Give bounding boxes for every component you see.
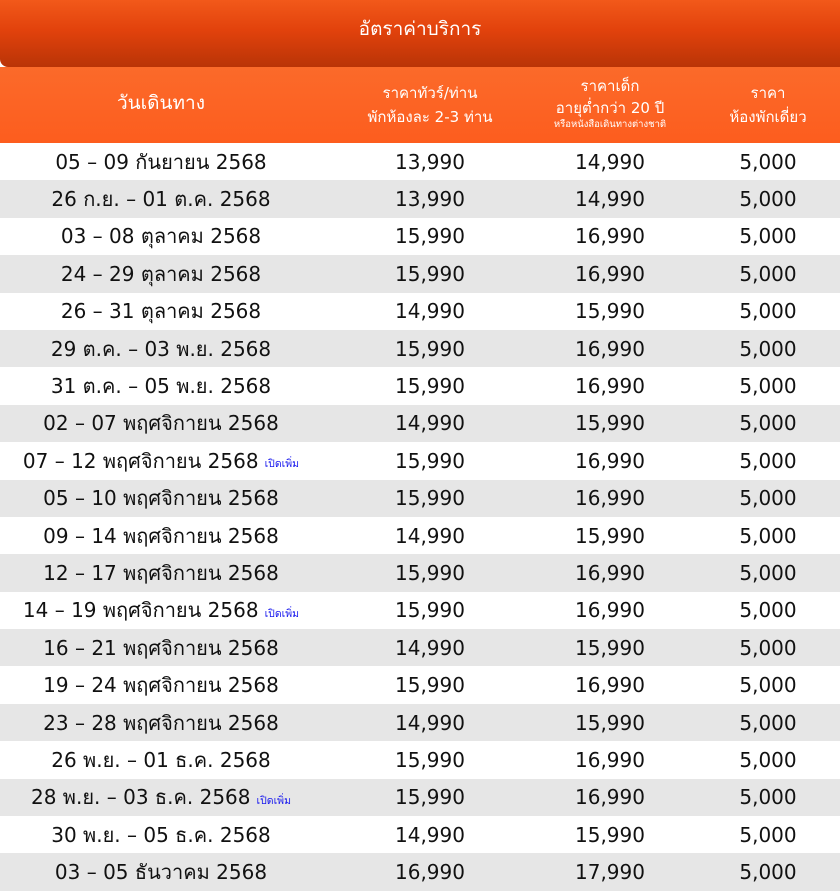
table-row — [0, 180, 840, 217]
adult-price-cell: 14,990 — [395, 299, 465, 324]
travel-date: 12 – 17 พฤศจิกายน 2568 — [43, 560, 279, 585]
table-row — [0, 666, 840, 703]
adult-price-cell: 14,990 — [395, 411, 465, 436]
child-price-cell: 15,990 — [575, 523, 645, 548]
travel-date-cell — [0, 779, 322, 816]
travel-date: 03 – 08 ตุลาคม 2568 — [60, 224, 262, 249]
table-row — [0, 853, 840, 890]
travel-date: 31 ต.ค. – 05 พ.ย. 2568 — [50, 374, 272, 399]
adult-price-cell: 15,990 — [395, 261, 465, 286]
single-room-price-cell: 5,000 — [739, 336, 797, 361]
travel-date: 24 – 29 ตุลาคม 2568 — [60, 261, 262, 286]
header-child-line2: อายุต่ำกว่า 20 ปี — [555, 99, 665, 117]
single-room-price-cell: 5,000 — [739, 635, 797, 660]
table-row — [0, 816, 840, 853]
adult-price-cell: 13,990 — [395, 187, 465, 212]
travel-date: 16 – 21 พฤศจิกายน 2568 — [43, 635, 279, 660]
table-row — [0, 779, 840, 816]
adult-price-cell: 15,990 — [395, 336, 465, 361]
travel-date: 23 – 28 พฤศจิกายน 2568 — [43, 710, 279, 735]
adult-price-cell: 13,990 — [395, 149, 465, 174]
single-room-price-cell: 5,000 — [739, 448, 797, 473]
adult-price-cell: 14,990 — [395, 523, 465, 548]
child-price-cell: 17,990 — [575, 860, 645, 885]
travel-date-cell — [0, 741, 322, 778]
header-travel-date — [0, 67, 322, 143]
adult-price-cell: 14,990 — [395, 635, 465, 660]
child-price-cell: 15,990 — [575, 299, 645, 324]
travel-date-cell — [0, 480, 322, 517]
single-room-price-cell: 5,000 — [739, 187, 797, 212]
travel-date-cell — [0, 666, 322, 703]
child-price-cell: 15,990 — [575, 710, 645, 735]
adult-price-cell: 15,990 — [395, 673, 465, 698]
child-price-cell: 16,990 — [575, 448, 645, 473]
travel-date-cell — [0, 367, 322, 404]
child-price-cell: 16,990 — [575, 224, 645, 249]
child-price-cell: 15,990 — [575, 822, 645, 847]
travel-date-cell — [0, 180, 322, 217]
header-single-line1: ราคา — [750, 84, 786, 102]
child-price-cell: 16,990 — [575, 785, 645, 810]
child-price-cell: 14,990 — [575, 149, 645, 174]
adult-price-cell: 15,990 — [395, 560, 465, 585]
child-price-cell: 16,990 — [575, 374, 645, 399]
pricing-title-bar — [0, 0, 840, 67]
travel-date: 19 – 24 พฤศจิกายน 2568 — [43, 673, 279, 698]
travel-date-cell — [0, 143, 322, 180]
table-row — [0, 629, 840, 666]
child-price-cell: 16,990 — [575, 336, 645, 361]
single-room-price-cell: 5,000 — [739, 523, 797, 548]
price-table-body — [0, 143, 840, 891]
travel-date: 05 – 09 กันยายน 2568 — [55, 149, 267, 174]
child-price-cell: 16,990 — [575, 598, 645, 623]
travel-date-cell — [0, 293, 322, 330]
single-room-price-cell: 5,000 — [739, 673, 797, 698]
adult-price-cell: 15,990 — [395, 448, 465, 473]
travel-date: 26 – 31 ตุลาคม 2568 — [60, 299, 262, 324]
header-adult-line2: พักห้องละ 2-3 ท่าน — [367, 108, 493, 126]
travel-date-cell — [0, 704, 322, 741]
adult-price-cell: 15,990 — [395, 374, 465, 399]
table-row — [0, 704, 840, 741]
child-price-cell: 16,990 — [575, 673, 645, 698]
travel-date-cell — [0, 218, 322, 255]
single-room-price-cell: 5,000 — [739, 299, 797, 324]
travel-date-cell — [0, 517, 322, 554]
adult-price-cell: 15,990 — [395, 486, 465, 511]
travel-date-cell — [0, 442, 322, 479]
table-row — [0, 143, 840, 180]
travel-date: 02 – 07 พฤศจิกายน 2568 — [43, 411, 279, 436]
table-row — [0, 480, 840, 517]
travel-date: 05 – 10 พฤศจิกายน 2568 — [43, 486, 279, 511]
table-row — [0, 741, 840, 778]
child-price-cell: 16,990 — [575, 560, 645, 585]
child-price-cell: 15,990 — [575, 411, 645, 436]
single-room-price-cell: 5,000 — [739, 224, 797, 249]
child-price-cell: 16,990 — [575, 747, 645, 772]
header-child-line1: ราคาเด็ก — [580, 77, 640, 95]
single-room-price-cell: 5,000 — [739, 261, 797, 286]
table-row — [0, 255, 840, 292]
single-room-price-cell: 5,000 — [739, 822, 797, 847]
adult-price-cell: 15,990 — [395, 224, 465, 249]
travel-date: 03 – 05 ธันวาคม 2568 — [54, 860, 268, 885]
single-room-price-cell: 5,000 — [739, 411, 797, 436]
single-room-price-cell: 5,000 — [739, 486, 797, 511]
travel-date: 29 ต.ค. – 03 พ.ย. 2568 — [50, 336, 272, 361]
single-room-price-cell: 5,000 — [739, 560, 797, 585]
header-date-label: วันเดินทาง — [117, 92, 205, 114]
travel-date: 14 – 19 พฤศจิกายน 2568 — [22, 598, 259, 623]
travel-date-cell — [0, 255, 322, 292]
travel-date: 26 ก.ย. – 01 ต.ค. 2568 — [51, 187, 271, 212]
extra-departure-badge[interactable]: เปิดเพิ่ม — [264, 458, 300, 471]
adult-price-cell: 15,990 — [395, 785, 465, 810]
single-room-price-cell: 5,000 — [739, 860, 797, 885]
table-row — [0, 405, 840, 442]
travel-date: 28 พ.ย. – 03 ธ.ค. 2568 — [30, 785, 251, 810]
travel-date-cell — [0, 330, 322, 367]
pricing-title: อัตราค่าบริการ — [358, 17, 482, 40]
header-adult-line1: ราคาทัวร์/ท่าน — [382, 84, 478, 102]
travel-date: 30 พ.ย. – 05 ธ.ค. 2568 — [51, 822, 271, 847]
travel-date-cell — [0, 405, 322, 442]
adult-price-cell: 16,990 — [395, 860, 465, 885]
adult-price-cell: 15,990 — [395, 747, 465, 772]
child-price-cell: 14,990 — [575, 187, 645, 212]
travel-date: 07 – 12 พฤศจิกายน 2568 — [22, 448, 259, 473]
table-row — [0, 517, 840, 554]
single-room-price-cell: 5,000 — [739, 149, 797, 174]
table-row — [0, 592, 840, 629]
travel-date-cell — [0, 592, 322, 629]
header-adult-price — [362, 67, 498, 143]
table-row — [0, 442, 840, 479]
header-child-price — [535, 67, 685, 143]
table-header — [0, 67, 840, 143]
header-single-room — [716, 67, 820, 143]
travel-date-cell — [0, 853, 322, 890]
child-price-cell: 15,990 — [575, 635, 645, 660]
single-room-price-cell: 5,000 — [739, 710, 797, 735]
travel-date: 26 พ.ย. – 01 ธ.ค. 2568 — [51, 747, 271, 772]
table-row — [0, 554, 840, 591]
single-room-price-cell: 5,000 — [739, 747, 797, 772]
header-child-note: หรือหนังสือเดินทางต่างชาติ — [553, 119, 667, 130]
extra-departure-badge[interactable]: เปิดเพิ่ม — [264, 607, 300, 620]
travel-date-cell — [0, 629, 322, 666]
adult-price-cell: 15,990 — [395, 598, 465, 623]
extra-departure-badge[interactable]: เปิดเพิ่ม — [256, 794, 292, 807]
table-row — [0, 367, 840, 404]
adult-price-cell: 14,990 — [395, 822, 465, 847]
child-price-cell: 16,990 — [575, 261, 645, 286]
table-row — [0, 218, 840, 255]
single-room-price-cell: 5,000 — [739, 785, 797, 810]
child-price-cell: 16,990 — [575, 486, 645, 511]
table-row — [0, 330, 840, 367]
header-single-line2: ห้องพักเดี่ยว — [729, 108, 807, 126]
travel-date-cell — [0, 816, 322, 853]
single-room-price-cell: 5,000 — [739, 374, 797, 399]
adult-price-cell: 14,990 — [395, 710, 465, 735]
single-room-price-cell: 5,000 — [739, 598, 797, 623]
travel-date-cell — [0, 554, 322, 591]
travel-date: 09 – 14 พฤศจิกายน 2568 — [43, 523, 279, 548]
table-row — [0, 293, 840, 330]
